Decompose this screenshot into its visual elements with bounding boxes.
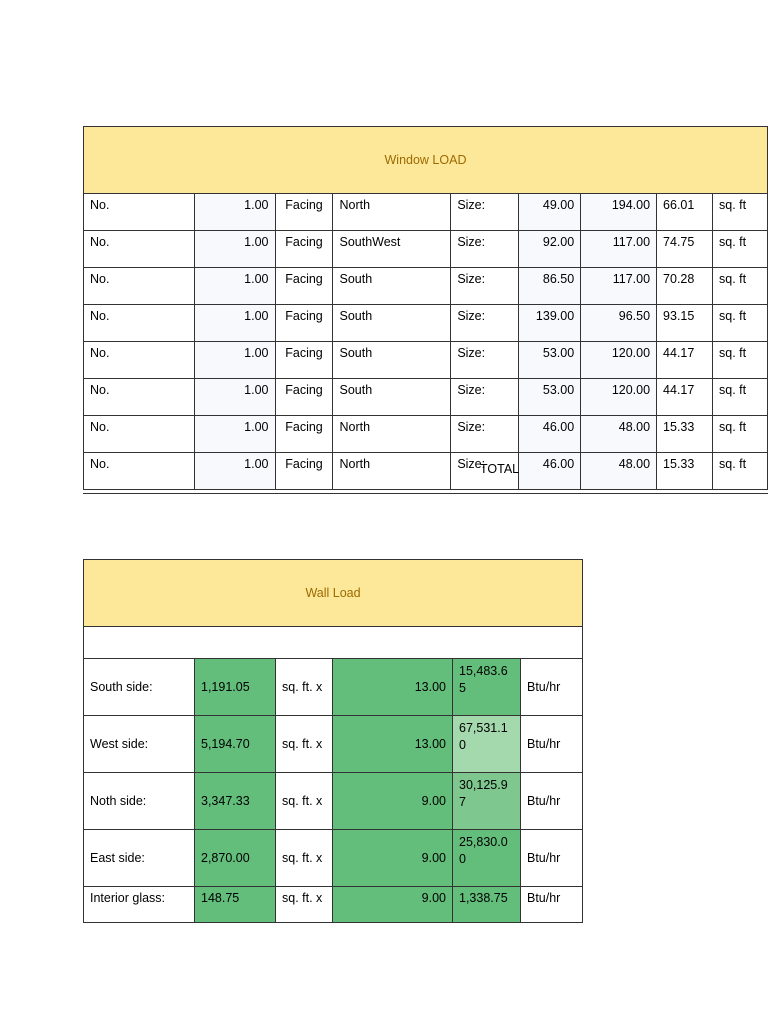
direction-cell: South xyxy=(333,342,451,379)
facing-label: Facing xyxy=(275,379,333,416)
qty-cell: 1.00 xyxy=(194,231,275,268)
size-label: Size: xyxy=(451,268,519,305)
factor-cell: 9.00 xyxy=(333,773,453,830)
side-label: West side: xyxy=(84,716,195,773)
table-row xyxy=(84,659,583,716)
load-cell: 67,531.10 xyxy=(453,716,521,773)
table-row xyxy=(84,379,768,416)
direction-cell: South xyxy=(333,268,451,305)
facing-label: Facing xyxy=(275,194,333,231)
factor-cell: 9.00 xyxy=(333,887,453,923)
direction-cell: North xyxy=(333,194,451,231)
height-cell: 48.00 xyxy=(581,453,657,490)
qty-cell: 1.00 xyxy=(194,194,275,231)
width-cell: 53.00 xyxy=(519,342,581,379)
area-cell: 44.17 xyxy=(657,342,713,379)
table-row xyxy=(84,342,768,379)
load-cell: 25,830.00 xyxy=(453,830,521,887)
side-label: Interior glass: xyxy=(84,887,195,923)
area-cell: 15.33 xyxy=(657,416,713,453)
unit-cell: sq. ft xyxy=(713,305,768,342)
unit-cell: sq. ft. x xyxy=(276,773,333,830)
unit-cell: sq. ft xyxy=(713,342,768,379)
wall-load-blank-row xyxy=(84,627,583,659)
facing-label: Facing xyxy=(275,453,333,490)
row-label: No. xyxy=(84,194,195,231)
size-label: Size: xyxy=(451,416,519,453)
unit-cell: sq. ft xyxy=(713,416,768,453)
row-label: No. xyxy=(84,342,195,379)
direction-cell: South xyxy=(333,305,451,342)
width-cell: 46.00 xyxy=(519,416,581,453)
width-cell: 49.00 xyxy=(519,194,581,231)
row-label: No. xyxy=(84,379,195,416)
unit-cell: sq. ft. x xyxy=(276,887,333,923)
window-load-table xyxy=(83,126,768,490)
size-label: Size: xyxy=(451,231,519,268)
size-label: Size: xyxy=(451,194,519,231)
unit-cell: sq. ft xyxy=(713,194,768,231)
direction-cell: North xyxy=(333,416,451,453)
qty-cell: 1.00 xyxy=(194,416,275,453)
side-label: Noth side: xyxy=(84,773,195,830)
width-cell: 139.00 xyxy=(519,305,581,342)
side-label: East side: xyxy=(84,830,195,887)
table-row xyxy=(84,453,768,490)
area-cell: 74.75 xyxy=(657,231,713,268)
qty-cell: 1.00 xyxy=(194,342,275,379)
table-row xyxy=(84,887,583,923)
side-label: South side: xyxy=(84,659,195,716)
load-unit-cell: Btu/hr xyxy=(521,716,583,773)
load-cell: 1,338.75 xyxy=(453,887,521,923)
table-row xyxy=(84,716,583,773)
height-cell: 194.00 xyxy=(581,194,657,231)
unit-cell: sq. ft xyxy=(713,231,768,268)
height-cell: 117.00 xyxy=(581,268,657,305)
unit-cell: sq. ft. x xyxy=(276,716,333,773)
qty-cell: 1.00 xyxy=(194,305,275,342)
table-row xyxy=(84,416,768,453)
unit-cell: sq. ft xyxy=(713,453,768,490)
table-row xyxy=(84,773,583,830)
load-unit-cell: Btu/hr xyxy=(521,887,583,923)
row-label: No. xyxy=(84,231,195,268)
wall-load-title: Wall Load xyxy=(84,560,583,627)
factor-cell: 9.00 xyxy=(333,830,453,887)
total-label: TOTAL xyxy=(480,462,520,476)
direction-cell: SouthWest xyxy=(333,231,451,268)
area-cell: 5,194.70 xyxy=(195,716,276,773)
wall-load-table xyxy=(83,559,583,923)
size-label: Size: xyxy=(451,342,519,379)
row-label: No. xyxy=(84,453,195,490)
load-unit-cell: Btu/hr xyxy=(521,659,583,716)
row-label: No. xyxy=(84,305,195,342)
facing-label: Facing xyxy=(275,268,333,305)
facing-label: Facing xyxy=(275,231,333,268)
table-row xyxy=(84,830,583,887)
height-cell: 48.00 xyxy=(581,416,657,453)
area-cell: 70.28 xyxy=(657,268,713,305)
unit-cell: sq. ft. x xyxy=(276,830,333,887)
area-cell: 93.15 xyxy=(657,305,713,342)
row-label: No. xyxy=(84,268,195,305)
width-cell: 53.00 xyxy=(519,379,581,416)
height-cell: 96.50 xyxy=(581,305,657,342)
unit-cell: sq. ft. x xyxy=(276,659,333,716)
area-cell: 148.75 xyxy=(195,887,276,923)
load-cell: 30,125.97 xyxy=(453,773,521,830)
direction-cell: South xyxy=(333,379,451,416)
size-label: Size: xyxy=(451,305,519,342)
factor-cell: 13.00 xyxy=(333,659,453,716)
table-row xyxy=(84,305,768,342)
total-divider xyxy=(83,493,768,494)
load-unit-cell: Btu/hr xyxy=(521,830,583,887)
qty-cell: 1.00 xyxy=(194,268,275,305)
table-row xyxy=(84,194,768,231)
unit-cell: sq. ft xyxy=(713,379,768,416)
area-cell: 66.01 xyxy=(657,194,713,231)
area-cell: 3,347.33 xyxy=(195,773,276,830)
unit-cell: sq. ft xyxy=(713,268,768,305)
qty-cell: 1.00 xyxy=(194,379,275,416)
area-cell: 44.17 xyxy=(657,379,713,416)
height-cell: 120.00 xyxy=(581,379,657,416)
load-cell: 15,483.65 xyxy=(453,659,521,716)
area-cell: 2,870.00 xyxy=(195,830,276,887)
load-unit-cell: Btu/hr xyxy=(521,773,583,830)
table-row xyxy=(84,231,768,268)
facing-label: Facing xyxy=(275,416,333,453)
row-label: No. xyxy=(84,416,195,453)
size-label: Size: xyxy=(451,453,519,490)
width-cell: 86.50 xyxy=(519,268,581,305)
direction-cell: North xyxy=(333,453,451,490)
table-row xyxy=(84,268,768,305)
height-cell: 120.00 xyxy=(581,342,657,379)
size-label: Size: xyxy=(451,379,519,416)
area-cell: 1,191.05 xyxy=(195,659,276,716)
width-cell: 92.00 xyxy=(519,231,581,268)
facing-label: Facing xyxy=(275,342,333,379)
facing-label: Facing xyxy=(275,305,333,342)
qty-cell: 1.00 xyxy=(194,453,275,490)
window-load-title: Window LOAD xyxy=(84,127,768,194)
area-cell: 15.33 xyxy=(657,453,713,490)
factor-cell: 13.00 xyxy=(333,716,453,773)
height-cell: 117.00 xyxy=(581,231,657,268)
width-cell: 46.00 xyxy=(519,453,581,490)
